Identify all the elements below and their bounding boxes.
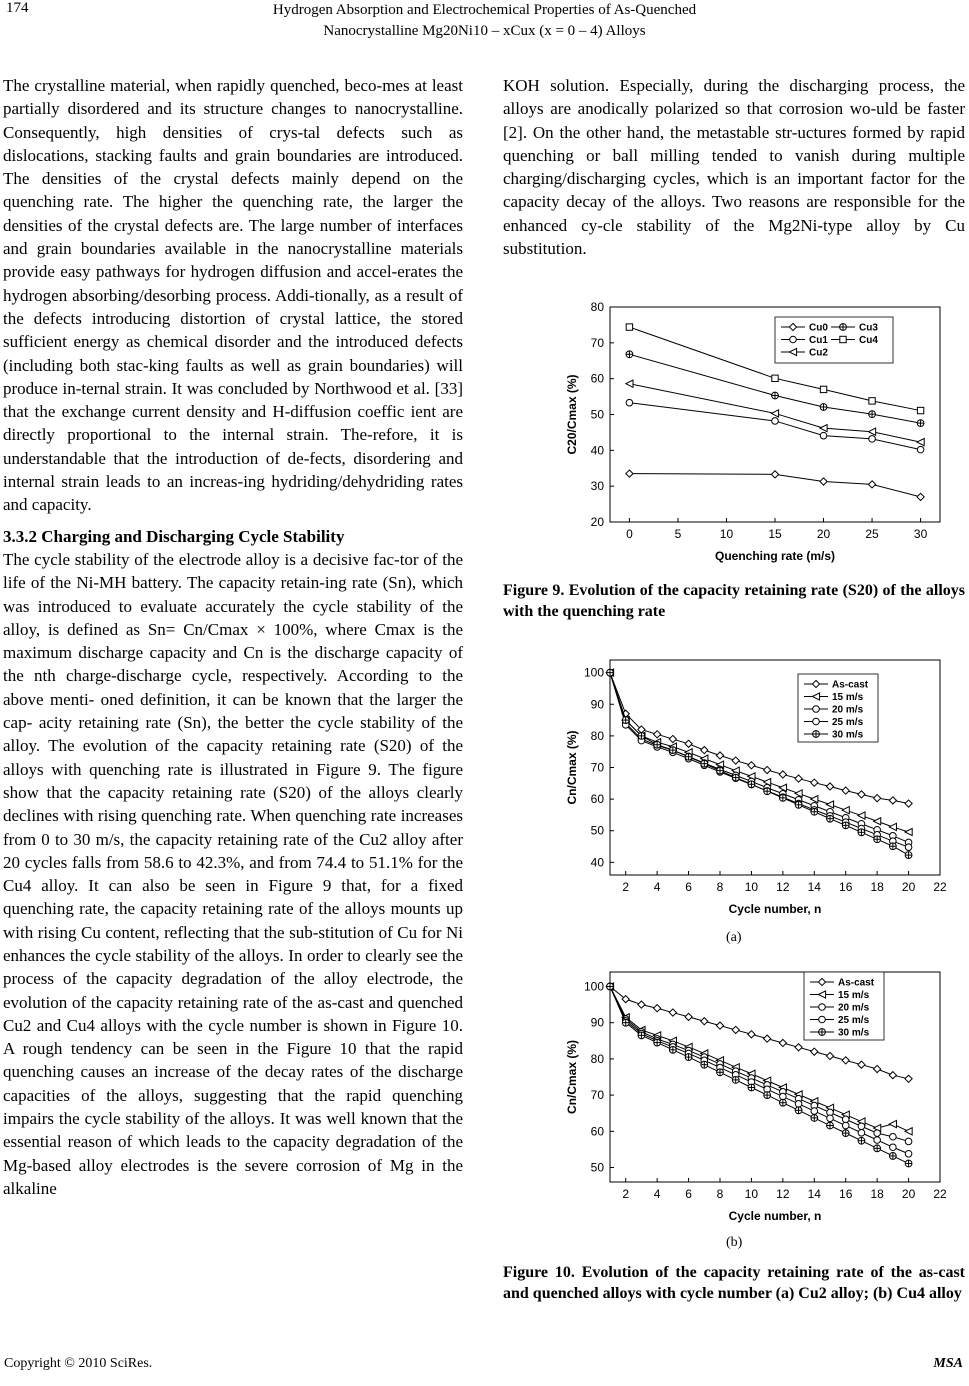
legend-swatch-marker bbox=[819, 1004, 826, 1011]
data-point bbox=[874, 818, 881, 825]
data-point bbox=[654, 731, 661, 738]
legend-label: As-cast bbox=[832, 679, 869, 691]
data-point bbox=[869, 436, 876, 443]
x-tick-label: 10 bbox=[719, 527, 734, 541]
legend-swatch-marker bbox=[813, 731, 820, 738]
legend-label: Cu4 bbox=[859, 335, 878, 346]
data-point bbox=[626, 324, 632, 330]
data-point bbox=[874, 1145, 881, 1152]
y-tick-label: 90 bbox=[590, 1015, 604, 1030]
copyright-footer: Copyright © 2010 SciRes. bbox=[4, 1356, 153, 1371]
x-tick-label: 22 bbox=[933, 1187, 947, 1201]
legend bbox=[775, 317, 893, 363]
data-point bbox=[626, 399, 633, 406]
data-point bbox=[654, 741, 661, 748]
x-tick-label: 10 bbox=[744, 880, 759, 894]
data-point bbox=[626, 351, 633, 358]
data-point bbox=[811, 1108, 818, 1115]
data-point bbox=[607, 669, 614, 676]
data-point bbox=[858, 1061, 865, 1068]
legend-label: 15 m/s bbox=[832, 692, 864, 703]
legend-swatch-marker bbox=[819, 1016, 826, 1023]
running-header bbox=[0, 0, 969, 42]
data-point bbox=[622, 717, 629, 724]
data-point bbox=[764, 1035, 771, 1042]
data-point bbox=[811, 1115, 818, 1122]
legend-label: 25 m/s bbox=[832, 717, 864, 728]
data-point bbox=[858, 791, 865, 798]
data-point bbox=[772, 392, 779, 399]
x-tick-label: 6 bbox=[685, 1187, 692, 1201]
data-point bbox=[858, 812, 865, 819]
data-point bbox=[811, 808, 818, 815]
x-axis-title: Cycle number, n bbox=[728, 902, 822, 916]
data-point bbox=[717, 1069, 724, 1076]
data-point bbox=[779, 1039, 786, 1046]
data-point bbox=[764, 766, 771, 773]
data-point bbox=[842, 807, 849, 814]
data-point bbox=[826, 783, 833, 790]
y-tick-label: 20 bbox=[590, 515, 604, 529]
legend-label: 20 m/s bbox=[838, 1002, 870, 1014]
legend-swatch-marker bbox=[819, 1029, 826, 1036]
legend-label: 30 m/s bbox=[832, 729, 864, 741]
data-point bbox=[764, 788, 771, 795]
data-point bbox=[669, 735, 676, 742]
legend-label: Cu3 bbox=[859, 322, 878, 334]
x-axis-title: Cycle number, n bbox=[728, 1209, 822, 1223]
data-point bbox=[638, 1032, 645, 1039]
data-point bbox=[905, 844, 912, 851]
data-point bbox=[905, 800, 912, 807]
data-point bbox=[827, 815, 834, 822]
body-paragraph: KOH solution. Especially, during the discharging process, the alloys are anodically polarized so that corrosion wo-uld be faster [2]. On the other hand, the metastable str-uctures formed by rapid quenching or ball milling tended to vanish during multiple charging/discharging cycles, which is an important factor for the capacity decay of the alloys. Two reasons are responsible for the enhanced cy-cle stability of the Mg2Ni-type alloy by Cu substitution. bbox=[503, 76, 965, 259]
data-point bbox=[917, 493, 924, 500]
data-point bbox=[905, 1160, 912, 1167]
data-point bbox=[890, 1144, 897, 1151]
data-point bbox=[820, 425, 827, 432]
data-point bbox=[638, 732, 645, 739]
y-tick-label: 60 bbox=[590, 371, 604, 386]
data-point bbox=[779, 771, 786, 778]
x-tick-label: 18 bbox=[870, 880, 884, 894]
data-point bbox=[669, 747, 676, 754]
data-point bbox=[771, 471, 778, 478]
y-tick-label: 30 bbox=[590, 479, 604, 494]
x-axis-title: Quenching rate (m/s) bbox=[714, 549, 836, 563]
data-point bbox=[795, 1044, 802, 1051]
data-point bbox=[669, 1009, 676, 1016]
data-point bbox=[732, 757, 739, 764]
data-point bbox=[889, 843, 896, 850]
data-point bbox=[779, 794, 786, 801]
data-point bbox=[701, 1061, 708, 1068]
figure-10-caption: Figure 10. Evolution of the capacity retaining rate of the as-cast and quenched alloys with cycle number (a) Cu2 alloy; (b) Cu4 alloy bbox=[503, 1264, 965, 1302]
right-column bbox=[503, 74, 965, 260]
data-point bbox=[772, 375, 778, 381]
data-point bbox=[826, 801, 833, 808]
legend bbox=[804, 972, 884, 1040]
x-tick-label: 20 bbox=[901, 880, 916, 894]
x-tick-label: 20 bbox=[816, 527, 831, 541]
x-tick-label: 12 bbox=[776, 1187, 790, 1201]
data-point bbox=[779, 1099, 786, 1106]
y-tick-label: 40 bbox=[590, 443, 604, 458]
data-point bbox=[685, 740, 692, 747]
data-point bbox=[669, 1046, 676, 1053]
data-point bbox=[795, 801, 802, 808]
data-point bbox=[716, 752, 723, 759]
x-tick-label: 22 bbox=[933, 880, 947, 894]
data-point bbox=[701, 1018, 708, 1025]
figure-10a-label: (a) bbox=[726, 930, 742, 945]
figure-9-svg bbox=[540, 292, 960, 572]
running-header-line2: Nanocrystalline Mg20Ni10 – xCux (x = 0 – 4) Alloys bbox=[323, 23, 646, 39]
data-point bbox=[820, 478, 827, 485]
figure-10a-chart bbox=[540, 652, 960, 924]
data-point bbox=[795, 1100, 802, 1107]
data-point bbox=[795, 1107, 802, 1114]
data-point bbox=[917, 438, 924, 445]
data-point bbox=[685, 1013, 692, 1020]
data-point bbox=[905, 1138, 912, 1145]
data-point bbox=[858, 829, 865, 836]
data-point bbox=[858, 1123, 865, 1130]
data-point bbox=[874, 795, 881, 802]
x-tick-label: 6 bbox=[685, 880, 692, 894]
data-point bbox=[917, 407, 923, 413]
left-column bbox=[3, 74, 463, 1200]
y-tick-label: 80 bbox=[590, 300, 604, 314]
x-tick-label: 5 bbox=[674, 527, 682, 541]
figure-9-caption: Figure 9. Evolution of the capacity retaining rate (S20) of the alloys with the quenching rate bbox=[503, 582, 965, 620]
data-point bbox=[842, 787, 849, 794]
data-point bbox=[889, 1120, 896, 1127]
figure-10a-svg bbox=[540, 652, 960, 924]
data-point bbox=[732, 1026, 739, 1033]
data-point bbox=[748, 1031, 755, 1038]
running-header-line1: Hydrogen Absorption and Electrochemical Properties of As-Quenched bbox=[272, 2, 697, 18]
series-1 bbox=[626, 470, 924, 500]
y-tick-label: 100 bbox=[583, 979, 604, 994]
data-point bbox=[905, 852, 912, 859]
legend-label: Cu2 bbox=[809, 347, 828, 359]
x-tick-label: 12 bbox=[776, 880, 790, 894]
data-point bbox=[701, 760, 708, 767]
legend-label: Cu0 bbox=[809, 322, 828, 334]
data-point bbox=[732, 774, 739, 781]
data-point bbox=[772, 418, 779, 425]
series-2 bbox=[626, 399, 924, 453]
legend-label: Cu1 bbox=[809, 335, 828, 346]
journal-footer: MSA bbox=[933, 1356, 963, 1371]
legend-label: 15 m/s bbox=[838, 990, 870, 1001]
data-point bbox=[795, 790, 802, 797]
y-tick-label: 70 bbox=[590, 335, 604, 350]
x-tick-label: 8 bbox=[716, 1187, 724, 1201]
legend-label: 25 m/s bbox=[838, 1015, 870, 1026]
x-tick-label: 0 bbox=[626, 527, 633, 541]
data-point bbox=[771, 410, 778, 417]
data-point bbox=[685, 1054, 692, 1061]
y-axis-title: C20/Cmax (%) bbox=[565, 374, 579, 455]
data-point bbox=[874, 1137, 881, 1144]
data-point bbox=[626, 470, 633, 477]
data-point bbox=[905, 1128, 912, 1135]
data-point bbox=[917, 420, 924, 427]
data-point bbox=[842, 1116, 849, 1123]
legend-label: 20 m/s bbox=[832, 704, 864, 716]
data-point bbox=[905, 1075, 912, 1082]
y-tick-label: 90 bbox=[590, 697, 604, 712]
data-point bbox=[889, 1153, 896, 1160]
page-number: 174 bbox=[6, 0, 29, 16]
data-point bbox=[764, 1092, 771, 1099]
x-tick-label: 14 bbox=[807, 1187, 821, 1201]
data-point bbox=[858, 1129, 865, 1136]
x-tick-label: 20 bbox=[901, 1187, 916, 1201]
x-tick-label: 8 bbox=[716, 880, 724, 894]
y-tick-label: 80 bbox=[590, 1051, 604, 1066]
data-point bbox=[748, 762, 755, 769]
data-point bbox=[842, 1057, 849, 1064]
data-point bbox=[826, 1052, 833, 1059]
data-point bbox=[622, 1019, 629, 1026]
data-point bbox=[889, 797, 896, 804]
body-paragraph: The cycle stability of the electrode alloy is a decisive fac-tor of the life of the Ni-MH battery. The capacity retain-ing rate (Sn), which was introduced to evaluate accurately the cycle stability of the alloy, is defined as Sn= Cn/Cmax × 100%, where Cmax is the maximum discharge capacity and Cn is the discharge capacity of the nth charge-discharge cycle, respectively. According to the above menti- oned definition, it can be known that the larger the cap- acity retaining rate (Sn), the better the cycle stability of the alloy. The evolution of the capacity retaining rate (S20) of the alloys with quenching rate is illustrated in Figure 9. The figure show that the capacity retaining rate (S20) of the alloys clearly declines with rising quenching rate. When quenching rate increases from 0 to 30 m/s, the capacity retaining rate of the Cu2 alloy after 20 cycles falls from 58.6 to 42.3%, and from 74.4 to 51.1% for the Cu4 alloy. It can also be seen in Figure 9 that, for a fixed quenching rate, the capacity retaining rate of the alloys mounts up with rising Cu content, reflecting that the sub-stitution of Cu for Ni enhances the cycle stability of the alloys. In order to clearly see the process of the capacity degradation of the alloy electrode, the evolution of the capacity retaining rate of the as-cast and quenched Cu2 and Cu4 alloys with the cycle number is shown in Figure 10. A rough tendency can be seen in the Figure 10 that the rapid quenching causes an increase of the decay rates of the discharge capacities of the alloys, suggesting that the rapid quenching impairs the cycle stability of the alloys. It was well known that the essential reason of which leads to the capacity degradation of the Mg-based alloy electrodes is the severe corrosion of Mg in the alkaline bbox=[3, 549, 463, 1198]
y-tick-label: 80 bbox=[590, 728, 604, 743]
data-point bbox=[827, 1122, 834, 1129]
data-point bbox=[811, 779, 818, 786]
data-point bbox=[868, 428, 875, 435]
x-tick-label: 4 bbox=[653, 1187, 661, 1201]
body-paragraph: The crystalline material, when rapidly quenched, beco-mes at least partially disordered and its structure changes to nanocrystalline. Consequently, high densities of crys-tal defects such as dislocations, stacking faults and grain boundaries are introduced. The densities of the crystal defects mainly depend on the quenching rate. The higher the quenching rate, the larger the densities of the crystal defects are. The large number of interfaces and grain boundaries available in the nanocrystalline materials provide easy pathways for hydrogen diffusion and accel-erates the hydrogen absorbing/desorbing process. Addi-tionally, as a result of the defects introducing distortion of crystal lattice, the stored sufficient energy as chemical disorder and the introduced defects (including both stac-king faults as well as grain boundaries) will produce in-ternal strain. It was concluded by Northwood et al. [33] that the exchange current density and H-diffusion coeffic ient are directly proportional to the internal strain. The-refore, it is understandable that the introduction of de-fects, disordering and internal strain leads to an increas-ing hydriding/dehydriding rates and capacity. bbox=[3, 76, 463, 515]
data-point bbox=[889, 1072, 896, 1079]
data-point bbox=[795, 775, 802, 782]
x-tick-label: 16 bbox=[839, 880, 853, 894]
x-tick-label: 10 bbox=[744, 1187, 759, 1201]
data-point bbox=[638, 1001, 645, 1008]
y-tick-label: 70 bbox=[590, 1088, 604, 1103]
x-tick-label: 2 bbox=[622, 1187, 630, 1201]
data-point bbox=[607, 983, 614, 990]
legend bbox=[798, 674, 878, 742]
data-point bbox=[869, 411, 876, 418]
legend-swatch-marker bbox=[813, 706, 820, 713]
data-point bbox=[732, 1076, 739, 1083]
data-point bbox=[654, 1039, 661, 1046]
y-tick-label: 100 bbox=[583, 665, 604, 680]
y-tick-label: 70 bbox=[590, 760, 604, 775]
x-tick-label: 15 bbox=[768, 527, 782, 541]
data-point bbox=[820, 386, 826, 392]
y-tick-label: 50 bbox=[590, 1160, 604, 1175]
y-tick-label: 60 bbox=[590, 1124, 604, 1139]
data-point bbox=[820, 432, 827, 439]
data-point bbox=[748, 1084, 755, 1091]
data-point bbox=[874, 1130, 881, 1137]
y-tick-label: 40 bbox=[590, 855, 604, 870]
x-tick-label: 16 bbox=[839, 1187, 853, 1201]
data-point bbox=[827, 1115, 834, 1122]
x-tick-label: 25 bbox=[865, 527, 879, 541]
y-tick-label: 50 bbox=[590, 823, 604, 838]
x-tick-label: 30 bbox=[913, 527, 928, 541]
data-point bbox=[748, 781, 755, 788]
data-point bbox=[842, 822, 849, 829]
data-point bbox=[701, 747, 708, 754]
x-tick-label: 4 bbox=[653, 880, 661, 894]
y-axis-title: Cn/Cmax (%) bbox=[565, 1039, 579, 1115]
data-point bbox=[820, 404, 827, 411]
y-tick-label: 50 bbox=[590, 407, 604, 422]
y-axis-title: Cn/Cmax (%) bbox=[565, 730, 579, 805]
legend-swatch-marker bbox=[790, 336, 797, 343]
data-point bbox=[716, 1022, 723, 1029]
data-point bbox=[685, 753, 692, 760]
data-point bbox=[890, 1133, 897, 1140]
legend-swatch-marker bbox=[840, 336, 846, 342]
legend-label: As-cast bbox=[838, 977, 875, 989]
data-point bbox=[811, 796, 818, 803]
data-point bbox=[917, 446, 924, 453]
data-point bbox=[811, 1048, 818, 1055]
section-heading: 3.3.2 Charging and Discharging Cycle Stability bbox=[3, 526, 345, 546]
y-tick-label: 60 bbox=[590, 792, 604, 807]
figure-10b-chart bbox=[540, 964, 960, 1230]
data-point bbox=[717, 767, 724, 774]
series-line bbox=[629, 403, 920, 450]
data-point bbox=[869, 398, 875, 404]
data-point bbox=[905, 1150, 912, 1157]
data-point bbox=[874, 836, 881, 843]
data-point bbox=[874, 1065, 881, 1072]
data-point bbox=[858, 1137, 865, 1144]
data-point bbox=[868, 481, 875, 488]
figure-9-chart bbox=[540, 292, 960, 572]
data-point bbox=[626, 380, 633, 387]
figure-10b-label: (b) bbox=[726, 1235, 743, 1250]
data-point bbox=[905, 828, 912, 835]
data-point bbox=[889, 823, 896, 830]
data-point bbox=[654, 1005, 661, 1012]
x-tick-label: 18 bbox=[870, 1187, 884, 1201]
series-3 bbox=[626, 380, 924, 446]
legend-swatch-marker bbox=[813, 718, 820, 725]
x-tick-label: 14 bbox=[807, 880, 821, 894]
x-tick-label: 2 bbox=[622, 880, 630, 894]
legend-label: 30 m/s bbox=[838, 1027, 870, 1039]
figure-10b-svg bbox=[540, 964, 960, 1230]
data-point bbox=[842, 1122, 849, 1129]
legend-swatch-marker bbox=[840, 324, 847, 331]
data-point bbox=[842, 1130, 849, 1137]
